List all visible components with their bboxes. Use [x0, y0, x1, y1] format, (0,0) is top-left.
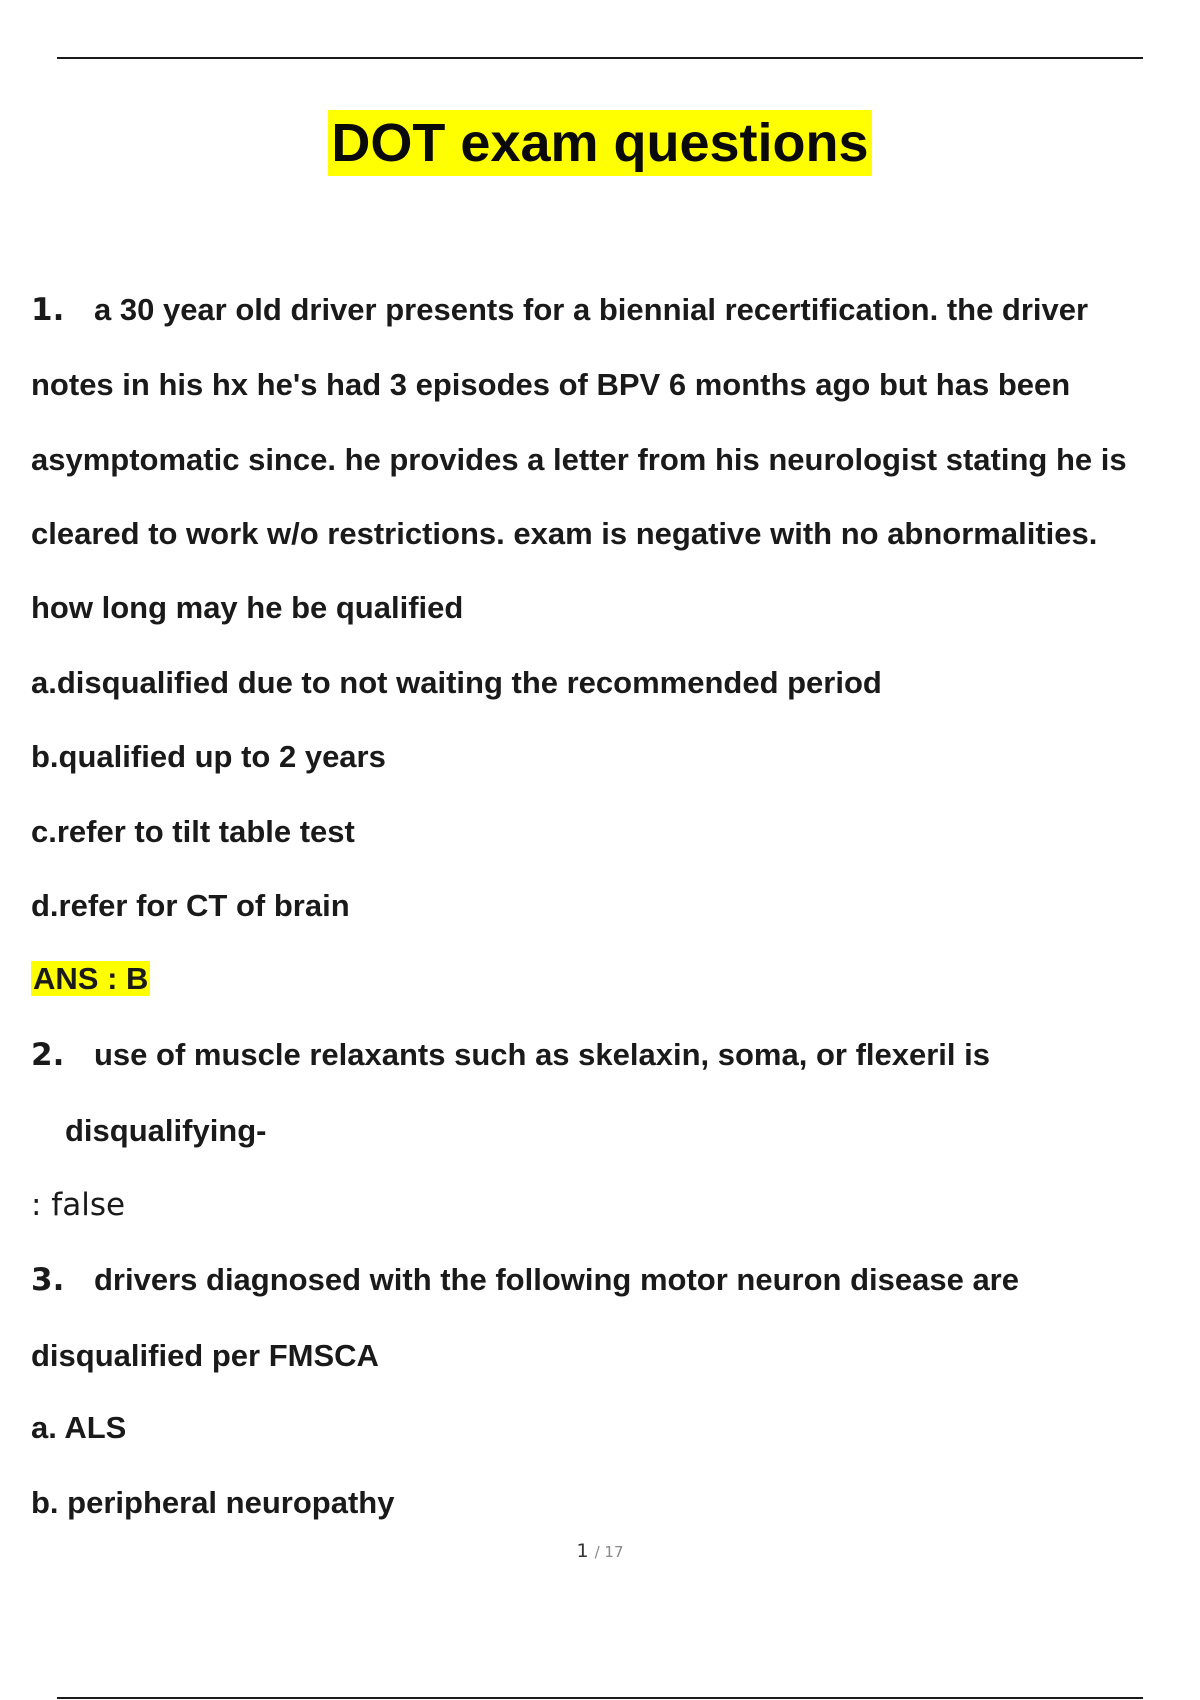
question-2-number: 2. [31, 1037, 65, 1073]
question-1-option-d: d.refer for CT of brain [31, 888, 350, 923]
question-2-line-2: disqualifying- [65, 1113, 267, 1148]
question-2-line-1 [31, 1035, 990, 1075]
question-1-line-5: how long may he be qualified [31, 590, 464, 625]
page-total: / 17 [594, 1543, 624, 1561]
question-1-line-2: notes in his hx he's had 3 episodes of BPV 6 months ago but has been [31, 367, 1071, 402]
bottom-rule [57, 1697, 1143, 1699]
page-current: 1 [576, 1540, 589, 1562]
question-3-option-b: b. peripheral neuropathy [31, 1485, 395, 1520]
document-title: DOT exam questions [328, 110, 871, 176]
question-1-line-1 [31, 290, 1088, 330]
question-3-number: 3. [31, 1262, 65, 1298]
question-1-line-3: asymptomatic since. he provides a letter from his neurologist stating he is [31, 442, 1127, 477]
question-1-answer: ANS : B [33, 961, 149, 996]
question-3-option-a: a. ALS [31, 1410, 127, 1445]
question-3-line-1 [31, 1260, 1019, 1300]
question-1-option-b: b.qualified up to 2 years [31, 739, 386, 774]
question-2-answer-line [31, 1185, 125, 1225]
question-1-answer-line [31, 959, 150, 999]
page-number [0, 1540, 1200, 1562]
question-1-option-a: a.disqualified due to not waiting the recommended period [31, 665, 882, 700]
question-2-text-1: use of muscle relaxants such as skelaxin, soma, or flexeril is [94, 1037, 990, 1072]
title-block [0, 110, 1200, 176]
question-1-option-c: c.refer to tilt table test [31, 814, 355, 849]
question-2-answer: : false [31, 1187, 126, 1223]
question-1-number: 1. [31, 292, 65, 328]
question-1-text-1: a 30 year old driver presents for a biennial recertification. the driver [94, 292, 1089, 327]
question-3-text-1: drivers diagnosed with the following motor neuron disease are [94, 1262, 1019, 1297]
question-3-line-2: disqualified per FMSCA [31, 1338, 379, 1373]
question-1-line-4: cleared to work w/o restrictions. exam is negative with no abnormalities. [31, 516, 1098, 551]
top-rule [57, 57, 1143, 59]
